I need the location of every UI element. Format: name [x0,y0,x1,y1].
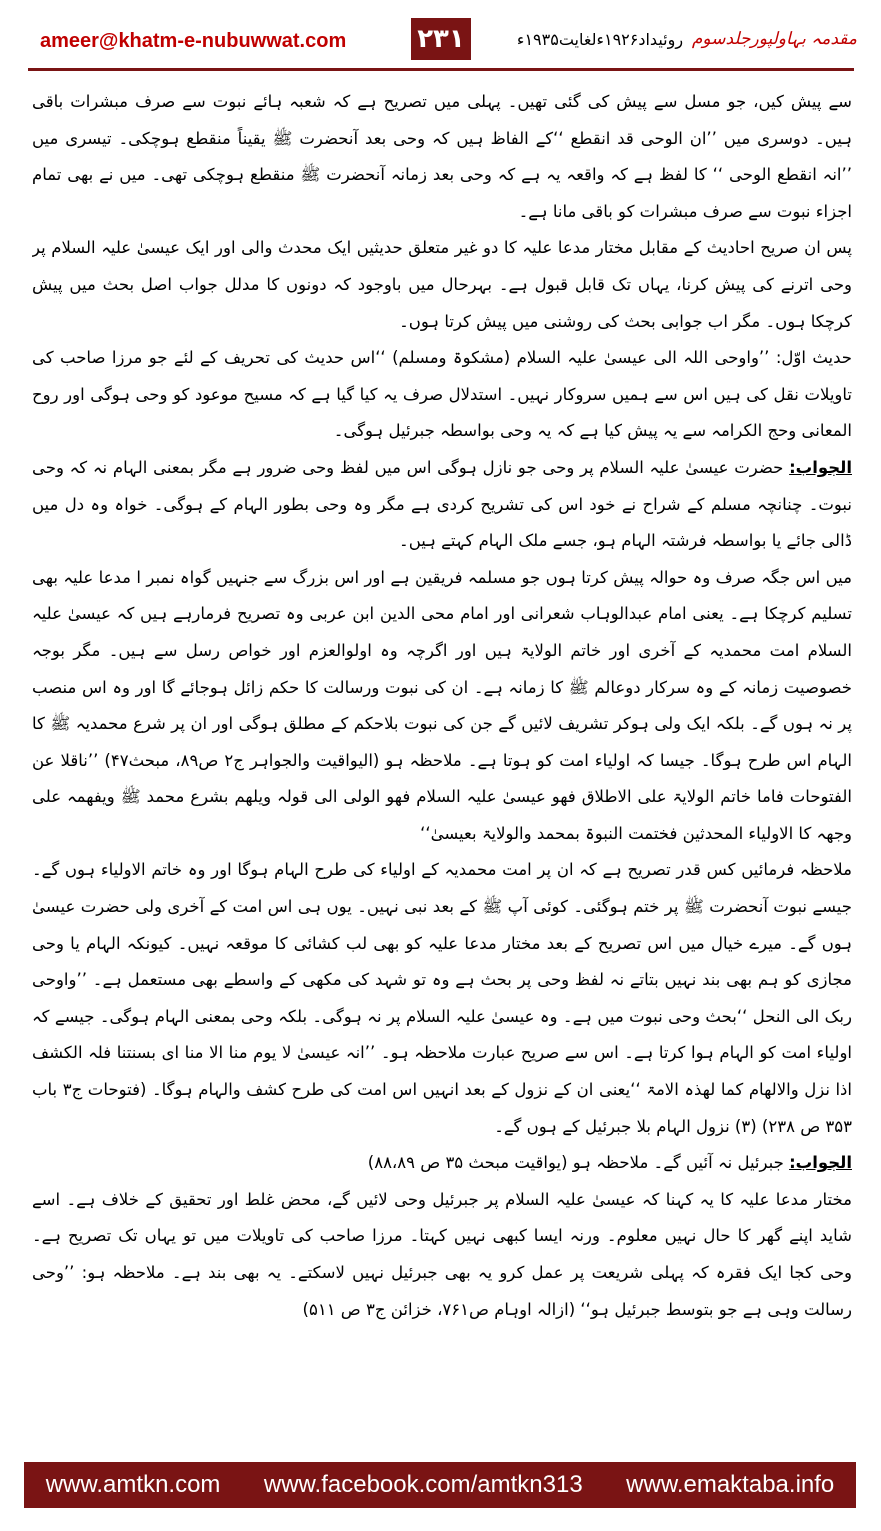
paragraph-4 [32,450,852,560]
paragraph-7 [32,1145,852,1182]
book-title: مقدمہ بہاولپورجلدسوم [691,29,857,49]
header-email[interactable]: ameer@khatm-e-nubuwwat.com [40,30,347,52]
header-divider [28,68,854,71]
paragraph-5: میں اس جگہ صرف وہ حوالہ پیش کرتا ہوں جو مسلمہ فریقین ہے اور اس بزرگ سے جنہیں گواہ نمبر ا مدعا علیہ بھی تسلیم کرچکا ہے۔ یعنی امام عبدالوہاب شعرانی اور امام محی الدین ابن عربی وہ تصریح فرمارہے ہیں کہ عیسیٰ علیہ السلام امت محمدیہ کے آخری اور خاتم الولایۃ ہیں اور اگرچہ وہ اولوالعزم اور خواص رسل سے ہیں۔ مگر بوجہ خصوصیت زمانہ کے وہ سرکار دوعالم ﷺ کا زمانہ ہے۔ ان کی نبوت ورسالت کا حکم زائل ہوجائے گا اور وہ اس منصب پر نہ ہوں گے۔ بلکہ ایک ولی ہوکر تشریف لائیں گے جن کی نبوت بلاحکم کے مطلق ہوگی اور ان پر شرع محمدیہ ﷺ کا الہام اس طرح ہوگا۔ جیسا کہ اولیاء امت کو ہوتا ہے۔ ملاحظہ ہو (الیواقیت والجواہر ج۲ ص۸۹، مبحث۴۷) ’’ناقلا عن الفتوحات فاما خاتم الولایۃ علی الاطلاق فھو عیسیٰ علیہ السلام فھو الولی الی قولہ ویلھم بشرع محمد ﷺ ویفھمہ علی وجھہ کا الاولیاء المحدثین فختمت النبوۃ بمحمد والولایۃ بعیسیٰ‘‘ [32,567,852,843]
answer-label: الجواب: [789,1153,852,1173]
paragraph-2: پس ان صریح احادیث کے مقابل مختار مدعا علیہ کا دو غیر متعلق حدیثیں ایک محدث والی اور ایک عیسیٰ علیہ السلام پر وحی اترنے کی پیش کرنا، یہاں تک قابل قبول ہے۔ بہرحال میں باوجود کہ دونوں کا مدلل جواب اصل بحث میں پیش کرچکا ہوں۔ مگر اب جوابی بحث کی روشنی میں پیش کرتا ہوں۔ [32,238,852,331]
answer-label: الجواب: [789,457,852,477]
page-footer [0,1460,881,1520]
footer-link-emaktaba[interactable]: www.emaktaba.info [626,1471,835,1498]
paragraph-6: ملاحظہ فرمائیں کس قدر تصریح ہے کہ ان پر امت محمدیہ کے اولیاء کی طرح الہام ہوگا اور وہ خاتم الاولیاء ہوں گے۔ جیسے نبوت آنحضرت ﷺ پر ختم ہوگئی۔ کوئی آپ ﷺ کے بعد نبی نہیں۔ یوں ہی اس امت کے آخری ولی حضرت عیسیٰ ہوں گے۔ میرے خیال میں اس تصریح کے بعد مختار مدعا علیہ کو بھی لب کشائی کا موقعہ نہیں۔ کیونکہ الہام یا وحی مجازی کو ہم بھی بند نہیں بتاتے نہ لفظ وحی پر بحث ہے وہ تو شہد کی مکھی کے واسطے بھی مستعمل ہے۔ ’’واوحی ربک الی النحل ‘‘بحث وحی نبوت میں ہے۔ وہ عیسیٰ علیہ السلام پر نہ ہوگی۔ بلکہ وحی بمعنی الہام ہوگی۔ جیسے کہ اولیاء امت کو الہام ہوا کرتا ہے۔ اس سے صریح عبارت ملاحظہ ہو۔ ’’انہ عیسیٰ لا یوم منا الا منا ای بسنتنا فلہ الکشف اذا نزل والالھام کما لھذہ الامۃ ‘‘یعنی ان کے نزول کے بعد انہیں اس امت کی طرح کشف والہام ہوگا۔ (فتوحات ج۳ باب ۳۵۳ ص ۲۳۸) (۳) نزول الہام بلا جبرئیل کے ہوں گے۔ [32,860,852,1136]
paragraph-3: حدیث اوّل: ’’واوحی اللہ الی عیسیٰ علیہ السلام (مشکوۃ ومسلم) ‘‘اس حدیث کی تحریف کے لئے جو مرزا صاحب کی تاویلات نقل کی ہیں اس سے ہمیں سروکار نہیں۔ استدلال صرف یہ کیا گیا ہے کہ مسیح موعود کو وحی ہوگی اور روح المعانی وحج الکرامہ سے یہ پیش کیا ہے کہ یہ وحی بواسطہ جبرئیل ہوگی۔ [32,348,852,441]
footer-link-amtkn[interactable]: www.amtkn.com [45,1471,221,1498]
footer-link-facebook[interactable]: www.facebook.com/amtkn313 [263,1471,583,1498]
paragraph-1: سے پیش کیں، جو مسل سے پیش کی گئی تھیں۔ پہلی میں تصریح ہے کہ شعبہ ہائے نبوت سے صرف مبشرات باقی ہیں۔ دوسری میں ’’ان الوحی قد انقطع ‘‘کے الفاظ ہیں کہ وحی بعد آنحضرت ﷺ یقیناً منقطع ہوچکی۔ تیسری میں ’’انہ انقطع الوحی ‘‘ کا لفظ ہے کہ واقعہ یہ ہے کہ وحی بعد زمانہ آنحضرت ﷺ منقطع ہوچکی تھی۔ میں نے بھی تمام اجزاء نبوت سے صرف مبشرات کو باقی مانا ہے۔ [32,92,852,221]
page-body [32,84,852,1444]
paragraph-7-text: جبرئیل نہ آئیں گے۔ ملاحظہ ہو (یواقیت مبحث ۳۵ ص ۸۸،۸۹) [367,1153,784,1173]
footer-bar [24,1462,856,1508]
paragraph-8: مختار مدعا علیہ کا یہ کہنا کہ عیسیٰ علیہ السلام پر جبرئیل وحی لائیں گے، محض غلط اور تحقیق کے خلاف ہے۔ اسے شاید اپنے گھر کا حال نہیں معلوم۔ ورنہ ایسا کبھی نہیں کہتا۔ مرزا صاحب کی تاویلات میں تو یہاں تک تصریح ہے۔ وحی کجا ایک فقرہ کہ پہلی شریعت پر عمل کرو یہ بھی جبرئیل نہیں لاسکتے۔ یہ بھی بند ہے۔ ملاحظہ ہو: ’’وحی رسالت وہی ہے جو بتوسط جبرئیل ہو‘‘ (ازالہ اوہام ص۷۶۱، خزائن ج۳ ص ۵۱۱) [32,1189,852,1319]
paragraph-4-text: حضرت عیسیٰ علیہ السلام پر وحی جو نازل ہوگی اس میں لفظ وحی ضرور ہے مگر بمعنی الہام نہ کہ وحی نبوت۔ چنانچہ مسلم کے شراح نے خود اس کی تشریح کردی ہے مگر وہ وحی بطور الہام کے ہوگی۔ خواہ وہ دل میں ڈالی جائے یا بواسطہ فرشتہ الہام ہو، جسے ملک الہام کہتے ہیں۔ [32,457,852,551]
page-number: ۲۳۱ [411,18,471,60]
header-period: روئیداد۱۹۲۶ءلغایت۱۹۳۵ء [516,30,684,49]
